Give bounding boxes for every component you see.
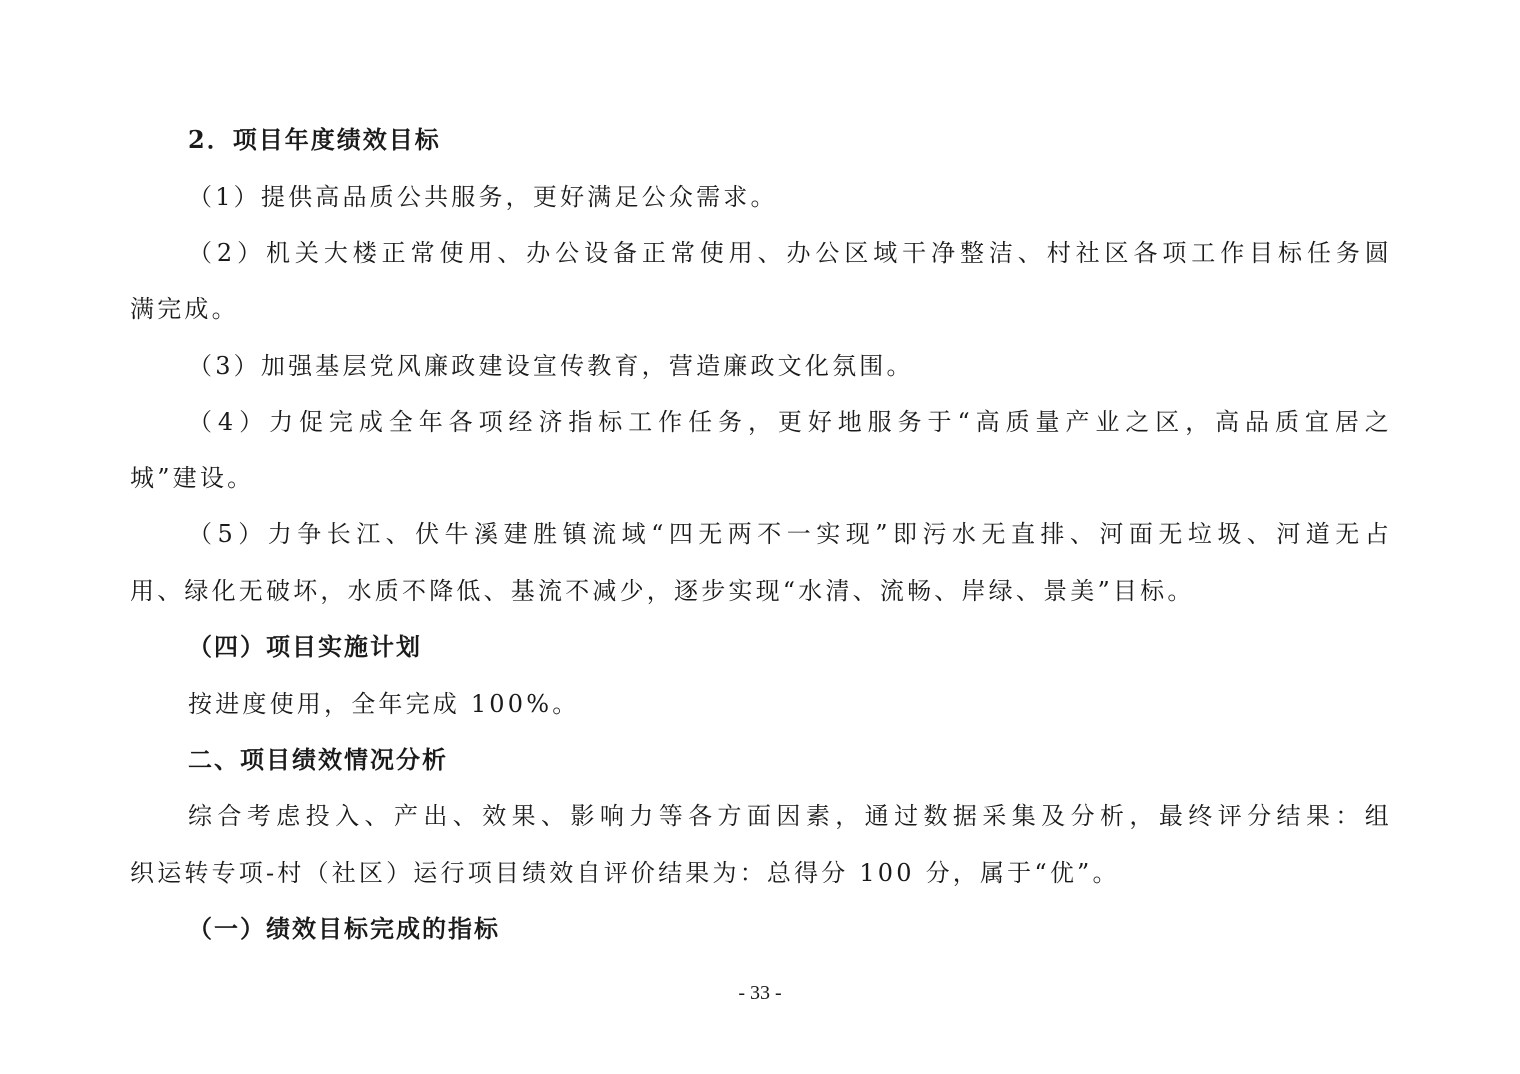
plan-text: 按进度使用，全年完成 100%。 [188, 690, 580, 718]
target-item-5-line-1: （5）力争长江、伏牛溪建胜镇流域“四无两不一实现”即污水无直排、河面无垃圾、河道无占 [188, 520, 1392, 548]
target-item-1: （1）提供高品质公共服务，更好满足公众需求。 [188, 183, 778, 211]
heading-implementation-plan: （四）项目实施计划 [188, 632, 422, 661]
analysis-line-1: 综合考虑投入、产出、效果、影响力等各方面因素，通过数据采集及分析，最终评分结果：组 [188, 802, 1392, 830]
heading-performance-analysis: 二、项目绩效情况分析 [188, 746, 448, 774]
target-item-2-line-1: （2）机关大楼正常使用、办公设备正常使用、办公区域干净整洁、村社区各项工作目标任务圆 [188, 239, 1392, 267]
target-item-5-line-2: 用、绿化无破坏，水质不降低、基流不减少，逐步实现“水清、流畅、岸绿、景美”目标。 [130, 577, 1195, 605]
target-item-2-line-2: 满完成。 [130, 295, 239, 323]
target-item-4-line-1: （4）力促完成全年各项经济指标工作任务，更好地服务于“高质量产业之区，高品质宜居之 [188, 408, 1392, 436]
target-item-3: （3）加强基层党风廉政建设宣传教育，营造廉政文化氛围。 [188, 352, 914, 380]
analysis-line-2: 织运转专项-村（社区）运行项目绩效自评价结果为：总得分 100 分，属于“优”。 [130, 859, 1120, 887]
target-item-4-line-2: 城”建设。 [130, 464, 255, 492]
page-number: - 33 - [738, 982, 782, 1004]
heading-indicators: （一）绩效目标完成的指标 [188, 914, 500, 943]
heading-annual-targets: 2．项目年度绩效目标 [188, 125, 441, 154]
